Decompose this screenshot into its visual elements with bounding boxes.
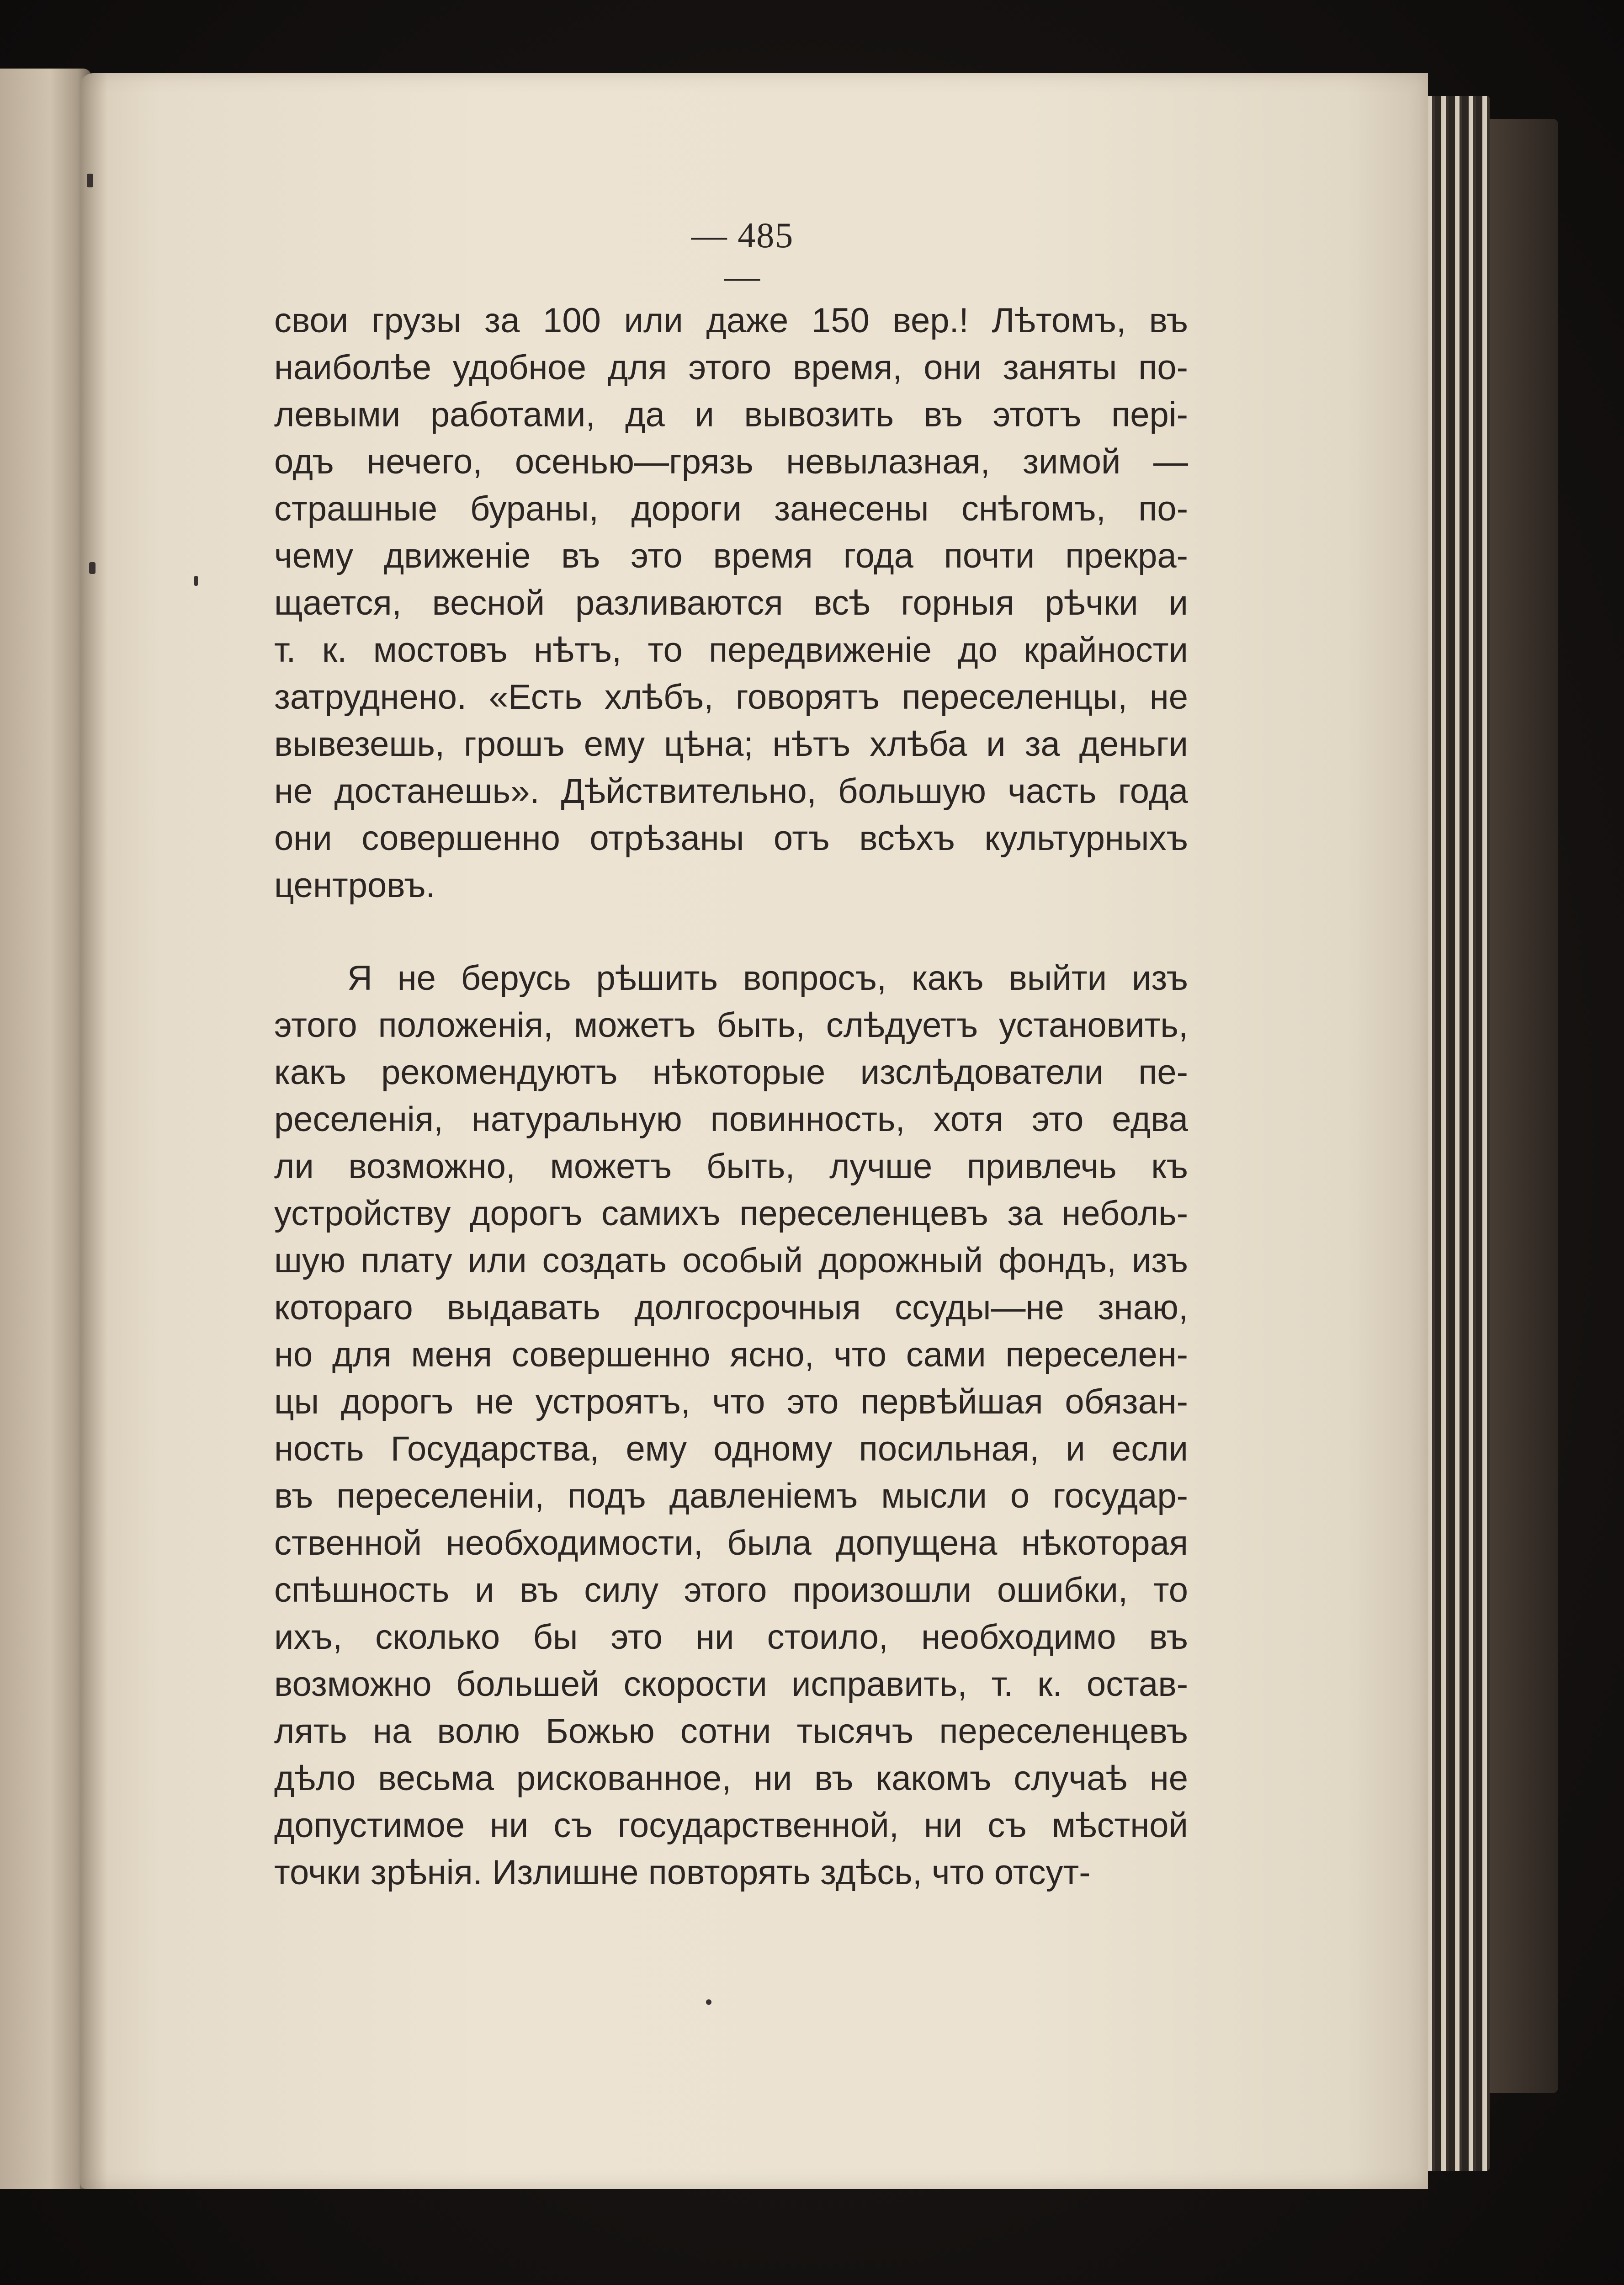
text-line: какъ рекомендуютъ нѣкоторые изслѣдователи пе- bbox=[274, 1053, 1188, 1092]
text-line: ли возможно, можетъ быть, лучше привлечь къ bbox=[274, 1147, 1188, 1186]
text-line: одъ нечего, осенью—грязь невылазная, зимой — bbox=[274, 442, 1188, 481]
text-line: не достанешь». Дѣйствительно, большую часть года bbox=[274, 772, 1188, 811]
text-line: лять на волю Божью сотни тысячъ переселенцевъ bbox=[274, 1712, 1188, 1751]
text-line: ихъ, сколько бы это ни стоило, необходимо въ bbox=[274, 1618, 1188, 1657]
text-line: левыми работами, да и вывозить въ этотъ пері- bbox=[274, 395, 1188, 434]
text-line: центровъ. bbox=[274, 866, 435, 905]
paragraph-1 bbox=[274, 297, 1188, 909]
text-line: чему движеніе въ это время года почти прекра- bbox=[274, 537, 1188, 575]
text-line: шую плату или создать особый дорожный фондъ, изъ bbox=[274, 1241, 1188, 1280]
text-line: спѣшность и въ силу этого произошли ошибки, то bbox=[274, 1571, 1188, 1610]
text-line: возможно большей скорости исправить, т. к. остав- bbox=[274, 1665, 1188, 1704]
text-line: свои грузы за 100 или даже 150 вер.! Лѣтомъ, въ bbox=[274, 301, 1188, 340]
text-line: т. к. мостовъ нѣтъ, то передвиженіе до крайности bbox=[274, 631, 1188, 670]
text-line: устройству дорогъ самихъ переселенцевъ за неболь- bbox=[274, 1194, 1188, 1233]
paragraph-gap bbox=[274, 909, 1188, 955]
text-line: въ переселеніи, подъ давленіемъ мысли о государ- bbox=[274, 1477, 1188, 1515]
paragraph-2 bbox=[274, 955, 1188, 1896]
text-line: затруднено. «Есть хлѣбъ, говорятъ переселенцы, не bbox=[274, 678, 1188, 717]
text-line: страшные бураны, дороги занесены снѣгомъ, по- bbox=[274, 489, 1188, 528]
text-line: они совершенно отрѣзаны отъ всѣхъ культурныхъ bbox=[274, 819, 1188, 858]
text-line: вывезешь, грошъ ему цѣна; нѣтъ хлѣба и за деньги bbox=[274, 725, 1188, 764]
page-text bbox=[274, 297, 1188, 1896]
gutter-shadow bbox=[80, 73, 107, 2189]
text-line: наиболѣе удобное для этого время, они заняты по- bbox=[274, 348, 1188, 387]
page-speck bbox=[87, 174, 93, 187]
text-line: допустимое ни съ государственной, ни съ мѣстной bbox=[274, 1806, 1188, 1845]
text-line: цы дорогъ не устроятъ, что это первѣйшая обязан- bbox=[274, 1382, 1188, 1421]
left-page-edge bbox=[0, 69, 91, 2189]
text-line: котораго выдавать долгосрочныя ссуды—не знаю, bbox=[274, 1288, 1188, 1327]
text-line: ность Государства, ему одному посильная, и если bbox=[274, 1429, 1188, 1468]
page-speck bbox=[89, 562, 96, 574]
text-line: щается, весной разливаются всѣ горныя рѣчки и bbox=[274, 584, 1188, 622]
page-speck bbox=[194, 576, 198, 586]
text-line: реселенія, натуральную повинность, хотя это едва bbox=[274, 1100, 1188, 1139]
text-line: но для меня совершенно ясно, что сами переселен- bbox=[274, 1335, 1188, 1374]
text-line: этого положенія, можетъ быть, слѣдуетъ установить, bbox=[274, 1006, 1188, 1045]
text-line: ственной необходимости, была допущена нѣкоторая bbox=[274, 1524, 1188, 1562]
text-line: Я не берусь рѣшить вопросъ, какъ выйти изъ bbox=[347, 959, 1188, 998]
text-line: точки зрѣнія. Излишне повторять здѣсь, что отсут- bbox=[274, 1853, 1091, 1892]
page-speck bbox=[706, 1999, 711, 2005]
text-line: дѣло весьма рискованное, ни въ какомъ случаѣ не bbox=[274, 1759, 1188, 1798]
page-number: — 485 — bbox=[691, 215, 794, 296]
